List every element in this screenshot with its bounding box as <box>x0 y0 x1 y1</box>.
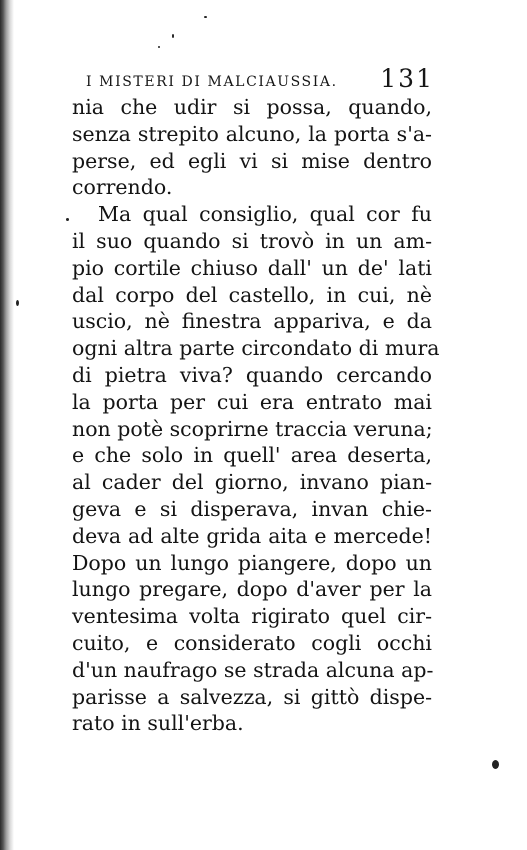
text-line: ogni altra parte circondato di mura <box>72 336 440 361</box>
text-line: parisse a salvezza, si gittò dispe- <box>72 684 432 709</box>
text-line: d'un naufrago se strada alcuna ap- <box>72 657 434 682</box>
text-line: geva e si disperava, invan chie- <box>72 496 432 521</box>
body-text <box>72 94 440 737</box>
running-head <box>86 62 434 92</box>
ink-speck <box>204 16 207 18</box>
text-line: ventesima volta rigirato quel cir- <box>72 604 432 629</box>
text-line: perse, ed egli vi si mise dentro <box>72 148 432 173</box>
text-line: uscio, nè finestra appariva, e da <box>72 309 432 334</box>
text-line: pio cortile chiuso dall' un de' lati <box>72 255 432 280</box>
text-line: rato in sull'erba. <box>72 711 244 736</box>
text-line: lungo pregare, dopo d'aver per la <box>72 577 432 602</box>
text-line: al cader del giorno, invano pian- <box>72 470 432 495</box>
running-title: I MISTERI DI MALCIAUSSIA. <box>86 74 338 90</box>
text-line: senza strepito alcuno, la porta s'a- <box>72 121 432 146</box>
text-line: Dopo un lungo piangere, dopo un <box>72 550 432 575</box>
text-line: cuito, e considerato cogli occhi <box>72 630 432 655</box>
text-line: la porta per cui era entrato mai <box>72 389 432 414</box>
text-line: dal corpo del castello, in cui, nè <box>72 282 432 307</box>
paragraph-first-line: Ma qual consiglio, qual cor fu <box>98 202 432 227</box>
ink-speck <box>158 46 160 48</box>
text-line: di pietra viva? quando cercando <box>72 362 432 387</box>
text-line: correndo. <box>72 175 173 200</box>
text-line: e che solo in quell' area deserta, <box>72 443 432 468</box>
page-number: 131 <box>380 64 434 93</box>
page-binding-shadow <box>0 0 14 850</box>
text-line: il suo quando si trovò in un am- <box>72 228 432 253</box>
text-line: nia che udir si possa, quando, <box>72 95 432 119</box>
ink-speck <box>172 34 174 38</box>
text-line: deva ad alte grida aita e mercede! <box>72 523 432 548</box>
ink-speck <box>492 760 499 769</box>
ink-speck <box>16 300 19 306</box>
ink-speck <box>66 218 69 221</box>
text-line: non potè scoprirne traccia veruna; <box>72 416 433 441</box>
